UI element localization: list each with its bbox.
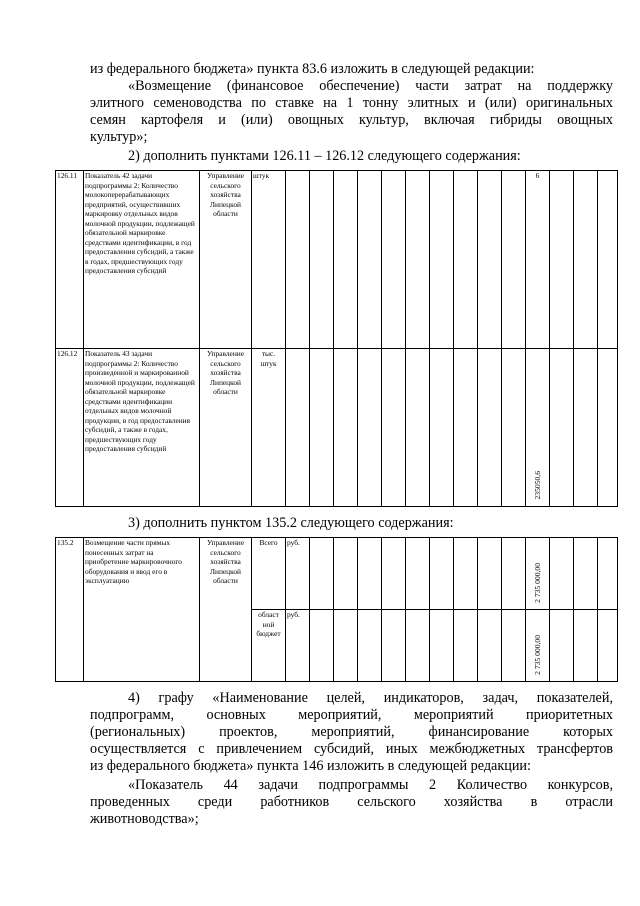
row-number: 126.12: [56, 349, 84, 507]
executor: Управление сельского хозяйства Липецкой области: [200, 349, 252, 507]
para1-line3: элитного семеноводства по ставке на 1 тонну элитных и (или) оригинальных: [90, 95, 613, 111]
indicator-value: 235050,6: [532, 471, 542, 500]
unit: тыс. штук: [252, 349, 286, 507]
indicator-value: 6: [526, 171, 550, 349]
amount-value: 2 735 000,00: [532, 634, 542, 675]
row-number: 126.11: [56, 171, 84, 349]
para4-line3: (региональных) проектов, мероприятий, финансирование которых: [90, 724, 613, 740]
funding-source: Всего: [252, 538, 286, 610]
para1-line1: из федерального бюджета» пункта 83.6 изложить в следующей редакции:: [90, 61, 535, 77]
table-row-126-11: [56, 171, 618, 349]
executor: Управление сельского хозяйства Липецкой области: [200, 171, 252, 349]
para5-line1: «Показатель 44 задачи подпрограммы 2 Количество конкурсов,: [128, 777, 613, 793]
unit: руб.: [286, 610, 310, 682]
para1-line4: семян картофеля и (или) овощных культур, включая гибриды овощных: [90, 112, 613, 128]
para4-line1: 4) графу «Наименование целей, индикаторов, задач, показателей,: [128, 690, 613, 706]
unit: руб.: [286, 538, 310, 610]
para4-line2: подпрограмм, основных мероприятий, мероприятий приоритетных: [90, 707, 613, 723]
table-points-126: [55, 170, 618, 507]
table-point-135-2: [55, 537, 618, 682]
table-row-135-2-total: [56, 538, 618, 610]
executor: Управление сельского хозяйства Липецкой области: [200, 538, 252, 682]
heading-point-3: 3) дополнить пунктом 135.2 следующего содержания:: [128, 515, 454, 531]
para5-line3: животноводства»;: [90, 811, 199, 827]
funding-source: област ной бюджет: [252, 610, 286, 682]
para1-line5: культур»;: [90, 129, 148, 145]
para5-line2: проведенных среди работников сельского хозяйства в отрасли: [90, 794, 613, 810]
amount-value: 2 735 000,00: [532, 562, 542, 603]
indicator-name: Показатель 43 задачи подпрограммы 2: Количество произведенной и маркированной молочной продукции, подлежащей обязательной маркировке средствами идентификации отдельных видов молочной продукции, в год предоставления субсидий, а также в годах, предшествующих году предоставления субсидий: [84, 349, 200, 507]
row-number: 135.2: [56, 538, 84, 682]
unit: штук: [252, 171, 286, 349]
heading-point-2: 2) дополнить пунктами 126.11 – 126.12 следующего содержания:: [128, 148, 521, 164]
para1-line2: «Возмещение (финансовое обеспечение) части затрат на поддержку: [128, 78, 613, 94]
para4-line5: из федерального бюджета» пункта 146 изложить в следующей редакции:: [90, 758, 531, 774]
measure-name: Возмещение части прямых понесенных затрат на приобретение маркировочного оборудования и ввод его в эксплуатацию: [84, 538, 200, 682]
para4-line4: осуществляется с привлечением субсидий, иных межбюджетных трансфертов: [90, 741, 613, 757]
indicator-name: Показатель 42 задачи подпрограммы 2: Количество молокоперерабатывающих предприятий, осуществивших маркировку отдельных видов молочной продукции, подлежащей обязательной маркировке средствами идентификации, в год предоставления субсидий, а также в годах, предшествующих году предоставления субсидий: [84, 171, 200, 349]
table-row-126-12: [56, 349, 618, 507]
